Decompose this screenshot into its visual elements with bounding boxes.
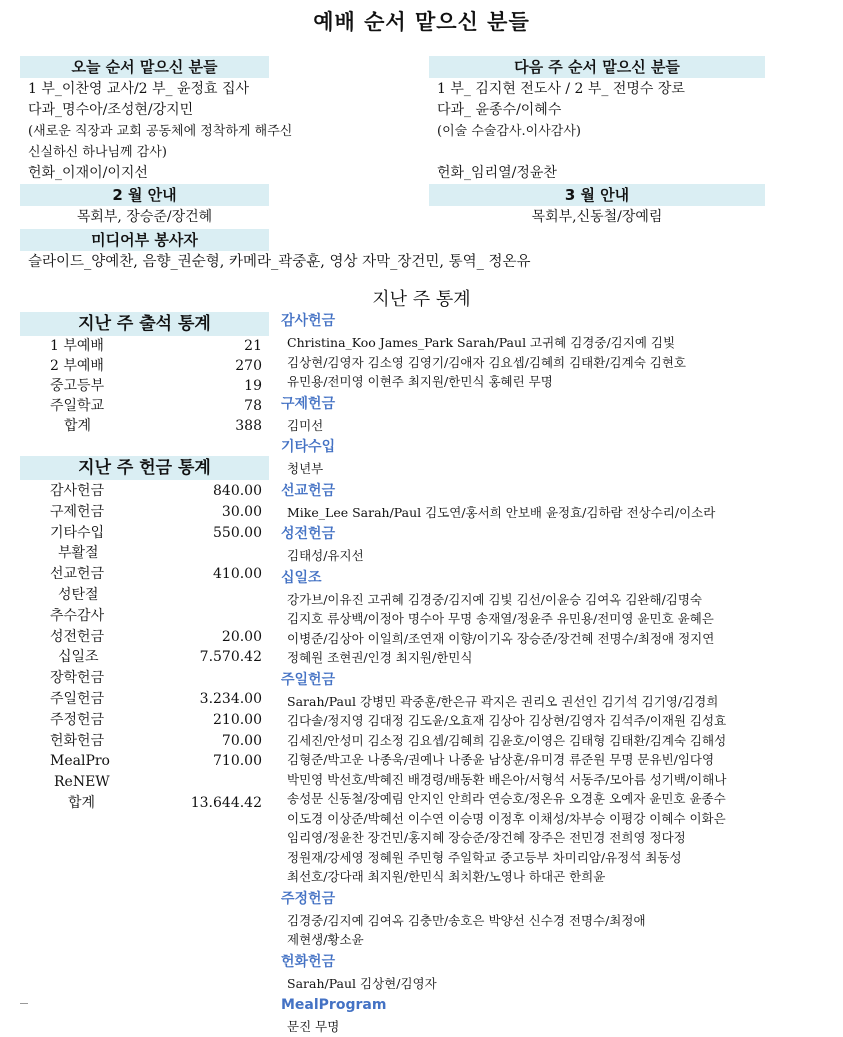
mar-notice-header: 3 월 안내: [429, 184, 765, 206]
donor-names-line: 김세진/안성미 김소정 김요셉/김혜희 김윤호/이영은 김태형 김태환/김계숙 김해성: [287, 732, 727, 748]
attendance-value: 19: [244, 378, 262, 394]
offering-label: 추수감사: [50, 607, 105, 624]
donor-names-line: 강가브/이유진 고귀혜 김경중/김지예 김빛 김선/이윤승 김여옥 김완해/김명숙: [287, 591, 703, 607]
donor-section-title: MealProgram: [281, 997, 387, 1013]
donor-names-line: 제현생/황소윤: [287, 932, 364, 947]
donor-names-line: 정원재/강세영 정혜원 주민형 주일학교 중고등부 차미리암/유정석 최동성: [287, 849, 682, 865]
donor-names: [287, 333, 832, 392]
donor-names-line: 임리영/정윤찬 장건민/홍지혜 장승준/장건혜 장주은 전민경 전희영 정다정: [287, 830, 686, 845]
donor-names: [287, 590, 832, 668]
donor-names-line: 유민용/전미영 이현주 최지원/한민식 홍혜린 무명: [287, 374, 553, 389]
media-volunteers: 슬라이드_양예찬, 음향_권순형, 카메라_곽중훈, 영상 자막_장건민, 통역_ 정온유: [28, 254, 531, 270]
donor-names-line: Sarah/Paul 김상현/김영자: [287, 975, 437, 991]
offering-value: 70.00: [221, 732, 262, 749]
attendance-label: 주일학교: [50, 398, 105, 414]
page-title: 예배 순서 맡으신 분들: [313, 9, 530, 34]
donor-names: [287, 416, 832, 436]
offering-value: 550.00: [213, 524, 262, 541]
attendance-header: 지난 주 출석 통계: [20, 312, 269, 336]
attendance-label: 1 부예배: [50, 338, 104, 354]
attendance-value: 388: [235, 418, 262, 434]
donor-names-line: 송성문 신동철/장예림 안지인 안희라 연승호/정온유 오경훈 오예자 윤민호 윤종수: [287, 791, 726, 806]
donor-names-line: 김경중/김지예 김여옥 김충만/송호은 박양선 신수경 전명수/최정애: [287, 912, 646, 928]
donor-names-line: 김지호 류상백/이정아 명수아 무명 송재열/정윤주 유민용/전미영 윤민호 윤혜은: [287, 611, 714, 626]
offering-label: 주정헌금: [50, 711, 105, 728]
next-line: 다과_ 윤종수/이혜수: [437, 102, 562, 118]
offering-value: 7.570.42: [199, 649, 262, 666]
offering-label: 헌화헌금: [50, 732, 105, 749]
offering-label: 구제헌금: [50, 503, 105, 520]
offering-label: MealPro: [50, 753, 110, 770]
offering-header: 지난 주 헌금 통계: [20, 456, 269, 480]
donor-section-title: 구제헌금: [281, 395, 336, 412]
donor-section-title: 헌화헌금: [281, 953, 336, 970]
donor-names: [287, 911, 832, 950]
next-servers-header: 다음 주 순서 맡으신 분들: [429, 56, 765, 78]
donor-section-title: 주정헌금: [281, 890, 336, 907]
attendance-value: 78: [244, 398, 262, 414]
donor-names-line: 이도경 이상준/박혜선 이수연 이승명 이정후 이채성/차부승 이평강 이혜수 이화은: [287, 810, 726, 826]
attendance-label: 중고등부: [50, 378, 105, 394]
attendance-label: 합계: [64, 418, 92, 434]
offering-label: 감사헌금: [50, 483, 105, 499]
offering-label: 주일헌금: [50, 691, 105, 707]
donor-section-title: 감사헌금: [281, 313, 336, 329]
donor-section-title: 주일헌금: [281, 671, 336, 688]
donor-names: [287, 459, 832, 479]
today-line: (새로운 직장과 교회 공동체에 정착하게 해주신: [28, 124, 293, 139]
donor-names: [287, 974, 832, 994]
offering-value: 410.00: [213, 566, 262, 583]
attendance-label: 2 부예배: [50, 358, 104, 374]
donor-names-line: 김다솔/정지영 김대정 김도윤/오효재 김상아 김상현/김영자 김석주/이재원 김성효: [287, 713, 727, 728]
donor-names-line: 청년부: [287, 461, 324, 476]
today-line: 신실하신 하나님께 감사): [28, 145, 167, 160]
donor-names-line: 문진 무명: [287, 1019, 340, 1034]
today-line: 헌화_이재이/이지선: [28, 165, 148, 181]
media-header: 미디어부 봉사자: [20, 229, 269, 251]
offering-label: ReNEW: [54, 774, 110, 791]
donor-names-line: Mike_Lee Sarah/Paul 김도연/홍서희 안보배 윤정효/김하람 전상수리/이소라: [287, 504, 716, 520]
offering-value: 710.00: [213, 753, 262, 770]
donor-section-title: 선교헌금: [281, 482, 336, 499]
next-line: 헌화_임리열/정윤찬: [437, 165, 557, 181]
donor-section-title: 십일조: [281, 569, 322, 586]
donor-names-line: 이병준/김상아 이일희/조연재 이향/이기옥 장승준/장건혜 전명수/최정애 정지연: [287, 630, 715, 646]
footer-mark: [20, 1003, 28, 1004]
attendance-value: 21: [244, 338, 262, 354]
offering-label: 장학헌금: [50, 670, 105, 687]
offering-value: 210.00: [213, 711, 262, 728]
donor-names-line: Sarah/Paul 강병민 곽중훈/한은규 곽지은 권리오 권선인 김기석 김기영/김경희: [287, 693, 719, 709]
attendance-value: 270: [235, 358, 262, 374]
today-line: 다과_명수아/조성현/강지민: [28, 102, 194, 118]
offering-label: 성탄절: [58, 587, 99, 603]
feb-notice-header: 2 월 안내: [20, 184, 269, 206]
offering-label: 합계: [68, 795, 96, 811]
next-line: 1 부_ 김지현 전도사 / 2 부_ 전명수 장로: [437, 81, 685, 97]
donor-names-line: 김미선: [287, 417, 324, 433]
offering-value: 13.644.42: [190, 795, 262, 811]
offering-label: 기타수입: [50, 524, 105, 541]
donor-names-line: 김태성/유지선: [287, 548, 364, 563]
stats-title: 지난 주 통계: [372, 289, 471, 310]
today-line: 1 부_이찬영 교사/2 부_ 윤정효 집사: [28, 81, 250, 97]
donor-names-line: 박민영 박선호/박혜진 배경령/배동환 배은아/서형석 서동주/모아름 성기백/이해나: [287, 771, 727, 787]
donor-names-line: 정혜원 조현권/인경 최지원/한민식: [287, 650, 473, 665]
offering-label: 십일조: [58, 649, 99, 666]
donor-names: [287, 1017, 832, 1037]
donor-names: [287, 546, 832, 566]
offering-value: 20.00: [221, 628, 262, 645]
offering-value: 840.00: [213, 483, 262, 499]
donor-names-line: 김상현/김영자 김소영 김영기/김애자 김요셉/김혜희 김태환/김계숙 김현호: [287, 354, 686, 370]
mar-notice-text: 목회부,신동철/장예림: [531, 209, 663, 225]
donor-names-line: Christina_Koo James_Park Sarah/Paul 고귀혜 김경중/김지예 김빛: [287, 335, 676, 350]
offering-label: 선교헌금: [50, 566, 105, 583]
offering-value: 3.234.00: [199, 691, 262, 707]
feb-notice-text: 목회부, 장승준/장건혜: [76, 209, 213, 225]
donor-names-line: 김형준/박고운 나종욱/권예나 나종윤 남상훈/유미경 류준원 무명 문유빈/임다영: [287, 752, 715, 767]
donor-names: [287, 692, 832, 887]
today-servers-header: 오늘 순서 맡으신 분들: [20, 56, 269, 78]
next-line: (이술 수술감사.이사감사): [437, 124, 581, 139]
donor-names-line: 최선호/강다래 최지원/한민식 최치환/노영나 하대곤 한희윤: [287, 869, 606, 884]
donor-section-title: 성전헌금: [281, 526, 336, 542]
offering-label: 부활절: [58, 545, 99, 562]
donor-section-title: 기타수입: [281, 439, 336, 455]
donor-names: [287, 503, 832, 523]
offering-value: 30.00: [221, 503, 262, 520]
offering-label: 성전헌금: [50, 628, 105, 645]
